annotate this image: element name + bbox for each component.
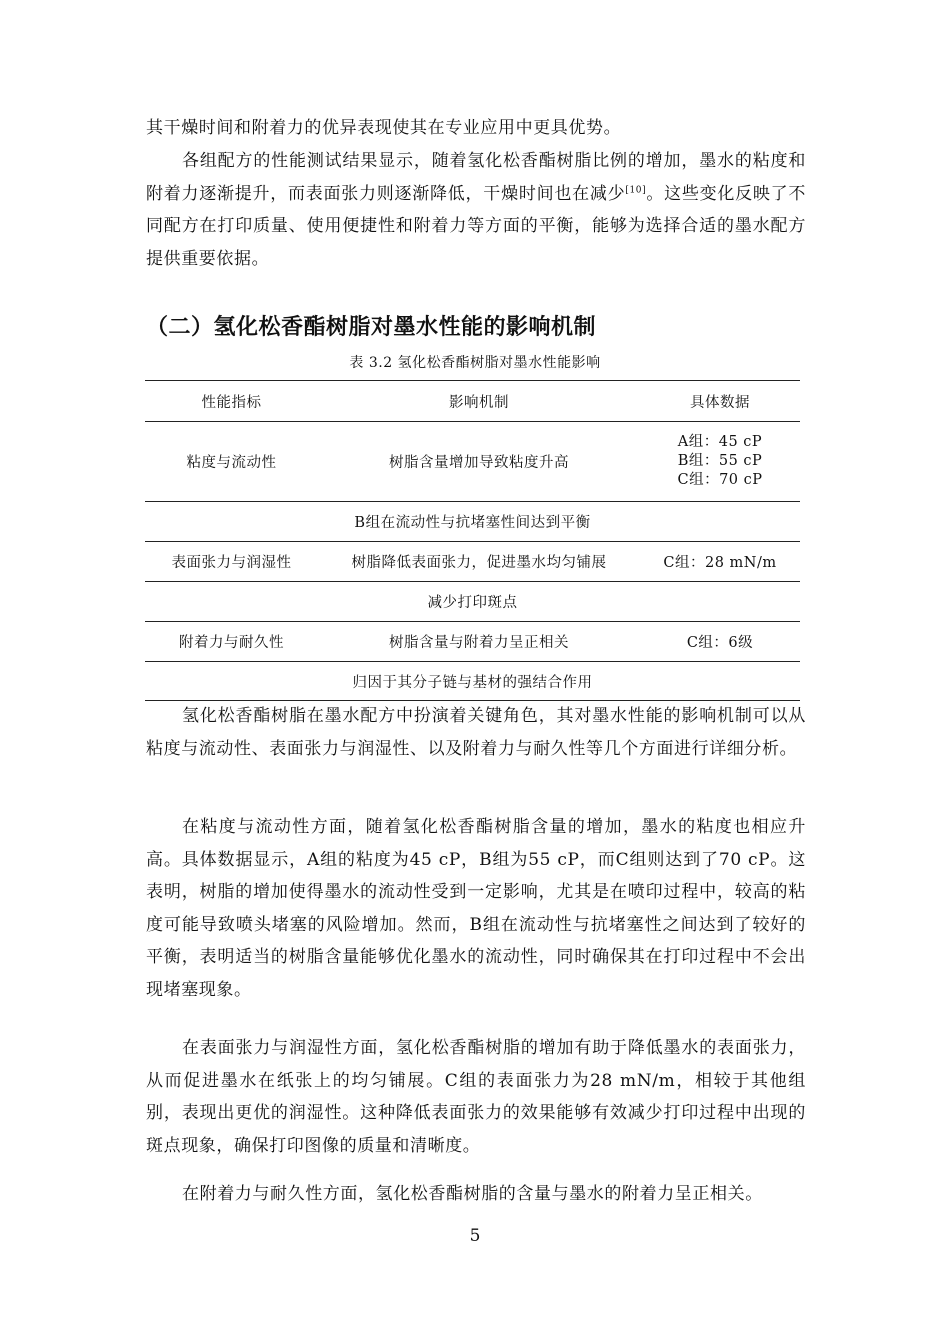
properties-table <box>145 380 800 701</box>
cell-note: 减少打印斑点 <box>145 582 800 622</box>
cell-mechanism: 树脂含量增加导致粘度升高 <box>318 422 640 502</box>
header-indicator: 性能指标 <box>145 381 318 422</box>
table-note-row <box>145 662 800 701</box>
cell-data <box>640 422 800 502</box>
paragraph-test-results <box>146 145 806 275</box>
cell-mechanism: 树脂含量与附着力呈正相关 <box>318 622 640 662</box>
citation-ref: [10] <box>625 184 647 195</box>
data-line: A组：45 cP <box>677 434 763 450</box>
cell-indicator: 粘度与流动性 <box>145 422 318 502</box>
table-header-row <box>145 381 800 422</box>
header-data: 具体数据 <box>640 381 800 422</box>
paragraph-continuation: 其干燥时间和附着力的优异表现使其在专业应用中更具优势。 <box>146 118 622 138</box>
paragraph-intro: 氢化松香酯树脂在墨水配方中扮演着关键角色，其对墨水性能的影响机制可以从粘度与流动性、表面张力与润湿性、以及附着力与耐久性等几个方面进行详细分析。 <box>146 706 806 759</box>
cell-note: 归因于其分子链与基材的强结合作用 <box>145 662 800 701</box>
cell-data: C组：28 mN/m <box>640 542 800 582</box>
table-note-row <box>145 582 800 622</box>
header-mechanism: 影响机制 <box>318 381 640 422</box>
table-row <box>145 622 800 662</box>
paragraph-viscosity: 在粘度与流动性方面，随着氢化松香酯树脂含量的增加，墨水的粘度也相应升高。具体数据显示，A组的粘度为45 cP，B组为55 cP，而C组则达到了70 cP。这表明，树脂的增加使得墨水的流动性受到一定影响，尤其是在喷印过程中，较高的粘度可能导致喷头堵塞的风险增加。然而，B组在流动性与抗堵塞性之间达到了较好的平衡，表明适当的树脂含量能够优化墨水的流动性，同时确保其在打印过程中不会出现堵塞现象。 <box>146 817 806 1000</box>
data-line: B组：55 cP <box>677 453 763 469</box>
data-line: C组：70 cP <box>677 472 763 488</box>
table-caption: 表 3.2 氢化松香酯树脂对墨水性能影响 <box>349 355 601 371</box>
cell-note: B组在流动性与抗堵塞性间达到平衡 <box>145 502 800 542</box>
cell-data: C组：6级 <box>640 622 800 662</box>
cell-indicator: 表面张力与润湿性 <box>145 542 318 582</box>
cell-indicator: 附着力与耐久性 <box>145 622 318 662</box>
section-heading: （二）氢化松香酯树脂对墨水性能的影响机制 <box>146 315 597 340</box>
paragraph-surface-tension: 在表面张力与润湿性方面，氢化松香酯树脂的增加有助于降低墨水的表面张力，从而促进墨水在纸张上的均匀铺展。C组的表面张力为28 mN/m，相较于其他组别，表现出更优的润湿性。这种降低表面张力的效果能够有效减少打印过程中出现的斑点现象，确保打印图像的质量和清晰度。 <box>146 1038 806 1156</box>
paragraph-text-a: 各组配方的性能测试结果显示，随着氢化松香酯树脂比例的增加，墨水的粘度和附着力逐渐提升，而表面张力则逐渐降低，干燥时间也在减少 <box>146 151 806 204</box>
paragraph-adhesion: 在附着力与耐久性方面，氢化松香酯树脂的含量与墨水的附着力呈正相关。 <box>182 1184 763 1204</box>
table-row <box>145 422 800 502</box>
table-row <box>145 542 800 582</box>
table-note-row <box>145 502 800 542</box>
page-number: 5 <box>469 1226 481 1246</box>
cell-mechanism: 树脂降低表面张力，促进墨水均匀铺展 <box>318 542 640 582</box>
paragraph-text-b: 。这些变化反映了不同配方在打印质量、使用便捷性和附着力等方面的平衡，能够为选择合适的墨水配方提供重要依据。 <box>146 183 806 269</box>
